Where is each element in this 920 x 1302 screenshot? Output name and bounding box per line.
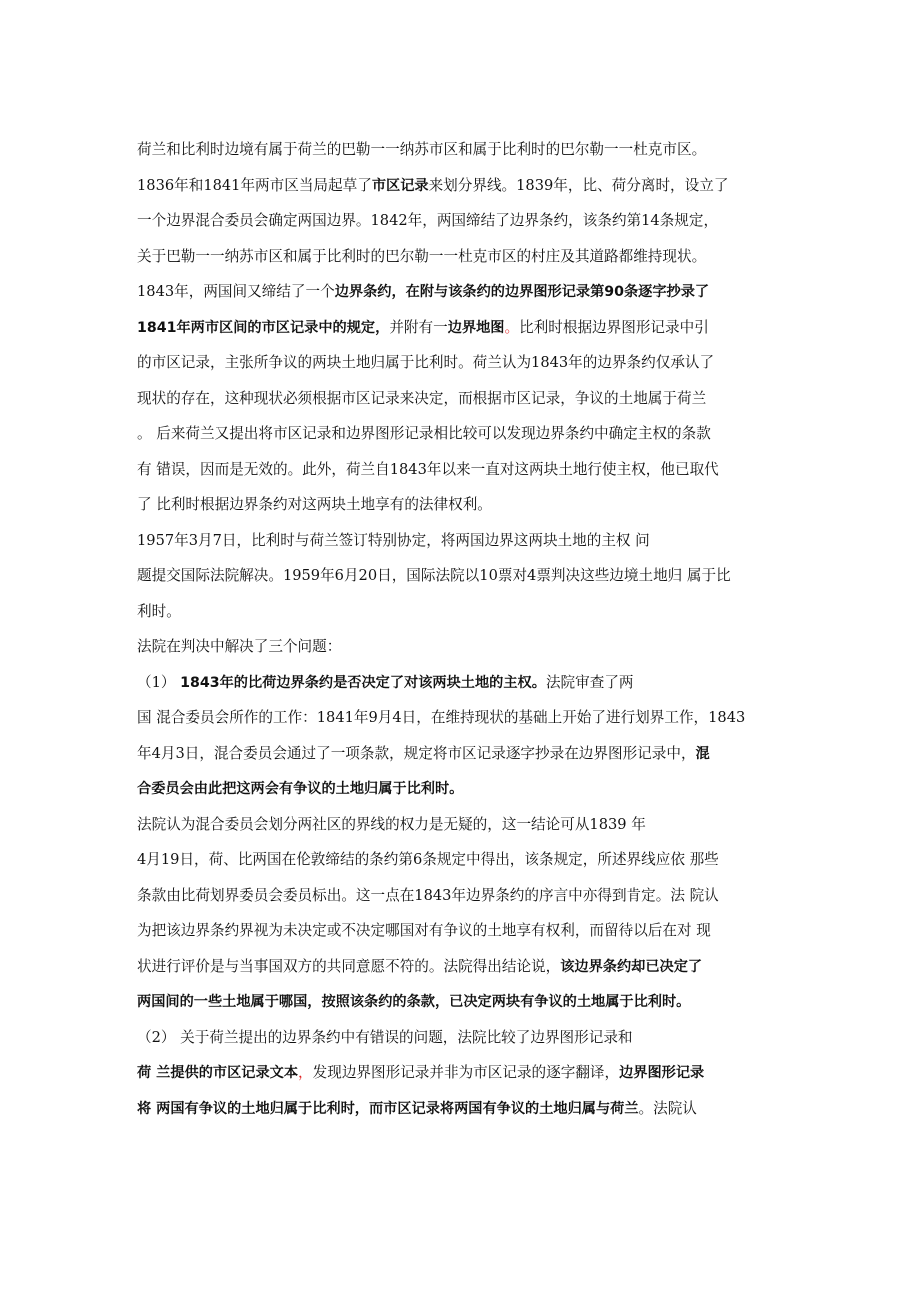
text-line (137, 774, 797, 804)
bold-text-segment: 荷 兰提供的市区记录文本 (137, 1065, 299, 1081)
text-line (137, 845, 797, 875)
text-line (137, 171, 797, 201)
bold-text-segment: 将 两国有争议的土地归属于比利时，而市区记录将两国有争议的土地归属与荷兰 (137, 1101, 639, 1117)
bold-text-segment: 市区记录 (371, 178, 429, 194)
text-line (137, 952, 797, 982)
text-segment: 发现边界图形记录并非为市区记录的逐字翻译， (312, 1064, 620, 1081)
text-segment: 荷兰和比利时边境有属于荷兰的巴勒一一纳苏市区和属于比利时的巴尔勒一一杜克市区。 (137, 141, 707, 158)
text-segment: 状进行评价是与当事国双方的共同意愿不符的。法院得出结论说， (137, 958, 561, 975)
text-line (137, 739, 797, 769)
bold-text-segment: 两国间的一些土地属于哪国，按照该条约的条款，已决定两块有争议的土地属于比利时。 (137, 994, 691, 1010)
text-segment: 题提交国际法院解决。1959年6月20日，国际法院以10票对4票判决这些边境土地归 属于比 (137, 567, 731, 584)
text-segment: 。 (504, 319, 520, 336)
text-line (137, 561, 797, 591)
text-line (137, 1023, 797, 1053)
bold-text-segment: 混 (695, 746, 710, 762)
bold-text-segment: 1841年两市区间的市区记录中的规定， (137, 320, 390, 336)
text-segment: 1843年，两国间又缔结了一个 (137, 283, 335, 300)
text-line (137, 419, 797, 449)
text-line (137, 881, 797, 911)
text-segment: 来划分界线。1839年，比、荷分离时，设立了 (428, 177, 729, 194)
text-segment: 关于巴勒一一纳苏市区和属于比利时的巴尔勒一一杜克市区的村庄及其道路都维持现状。 (137, 248, 707, 265)
text-segment: 年4月3日，混合委员会通过了一项条款，规定将市区记录逐字抄录在边界图形记录中， (137, 745, 696, 762)
text-segment: 4月19日，荷、比两国在伦敦缔结的条约第6条规定中得出，该条规定，所述界线应依 那些 (137, 851, 719, 868)
text-line (137, 916, 797, 946)
text-segment: 法院认为混合委员会划分两社区的界线的权力是无疑的，这一结论可从1839 年 (137, 816, 646, 833)
bold-text-segment: 合委员会由此把这两会有争议的土地归属于比利时。 (137, 781, 464, 797)
text-line (137, 384, 797, 414)
text-segment: 比利时根据边界图形记录中引 (519, 319, 709, 336)
text-line (137, 597, 797, 627)
text-segment: 为把该边界条约界视为未决定或不决定哪国对有争议的土地享有权利，而留待以后在对 现 (137, 922, 711, 939)
text-segment: 。 后来荷兰又提出将市区记录和边界图形记录相比较可以发现边界条约中确定主权的条款 (137, 425, 711, 442)
text-segment: 有 错误，因而是无效的。此外，荷兰自1843年以来一直对这两块土地行使主权，他已取代 (137, 461, 719, 478)
text-segment: 的市区记录，主张所争议的两块土地归属于比利时。荷兰认为1843年的边界条约仅承认了 (137, 354, 715, 371)
text-line (137, 277, 797, 307)
text-segment: 一个边界混合委员会确定两国边界。1842年，两国缔结了边界条约，该条约第14条规定， (137, 212, 719, 229)
text-segment: 。法院认 (638, 1100, 697, 1117)
text-segment: 法院在判决中解决了三个问题： (137, 638, 342, 655)
text-segment: 法院审查了两 (545, 674, 634, 691)
text-line (137, 242, 797, 272)
text-segment: （1） (137, 674, 181, 691)
text-line (137, 348, 797, 378)
text-segment: 利时。 (137, 603, 181, 620)
bold-text-segment: 该边界条约却已决定了 (560, 959, 703, 975)
bold-text-segment: 边界图形记录 (619, 1065, 705, 1081)
text-line (137, 313, 797, 343)
text-segment: ， (298, 1064, 313, 1081)
text-segment: 1957年3月7日，比利时与荷兰签订特别协定，将两国边界这两块土地的主权 问 (137, 532, 650, 549)
text-line (137, 1058, 797, 1088)
text-segment: 现状的存在，这种现状必须根据市区记录来决定，而根据市区记录，争议的土地属于荷兰 (137, 390, 707, 407)
bold-text-segment: 边界地图 (447, 320, 505, 336)
text-line (137, 135, 797, 165)
text-line (137, 455, 797, 485)
text-line (137, 206, 797, 236)
bold-text-segment: 1843年的比荷边界条约是否决定了对该两块土地的主权。 (180, 675, 546, 691)
text-segment: （2） 关于荷兰提出的边界条约中有错误的问题，法院比较了边界图形记录和 (137, 1029, 633, 1046)
text-line (137, 810, 797, 840)
text-segment: 1836年和1841年两市区当局起草了 (137, 177, 372, 194)
text-line (137, 668, 797, 698)
text-line (137, 526, 797, 556)
text-segment: 并附有一 (389, 319, 448, 336)
text-line (137, 703, 797, 733)
text-segment: 条款由比荷划界委员会委员标出。这一点在1843年边界条约的序言中亦得到肯定。法 院认 (137, 887, 719, 904)
bold-text-segment: 边界条约，在附与该条约的边界图形记录第90条逐字抄录了 (334, 284, 710, 300)
text-segment: 国 混合委员会所作的工作：1841年9月4日，在维持现状的基础上开始了进行划界工作，1843 (137, 709, 746, 726)
text-line (137, 987, 797, 1017)
text-line (137, 632, 797, 662)
text-line (137, 490, 797, 520)
text-line (137, 1094, 797, 1124)
text-segment: 了 比利时根据边界条约对这两块土地享有的法律权利。 (137, 496, 492, 513)
